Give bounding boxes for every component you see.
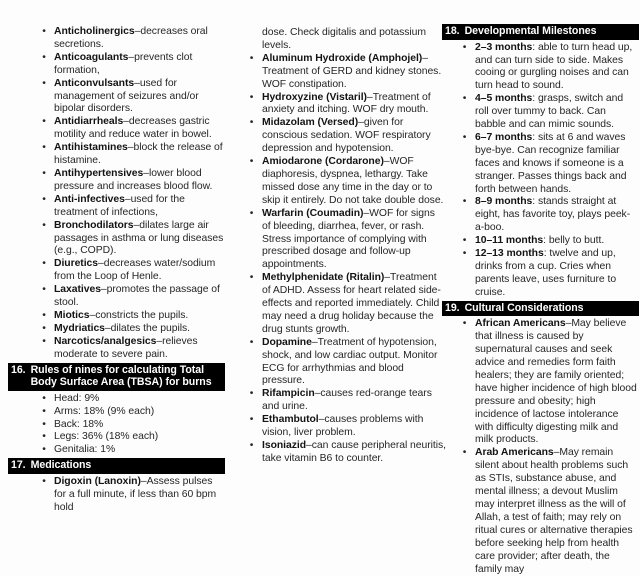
list-item bbox=[34, 194, 225, 220]
item-desc: used for management of seizures and/or bipolar disorders. bbox=[54, 77, 199, 115]
list-item bbox=[34, 168, 225, 194]
item-text bbox=[54, 26, 225, 52]
bullet-icon: • bbox=[42, 258, 46, 270]
list-item bbox=[34, 310, 225, 323]
continuation-text: dose. Check digitalis and potassium levels. bbox=[262, 27, 427, 51]
list-item bbox=[454, 248, 639, 300]
term-bold: Dopamine bbox=[262, 336, 312, 348]
term-bold: Antihistamines bbox=[54, 142, 128, 154]
bullet-icon: • bbox=[249, 414, 254, 426]
separator: – bbox=[306, 440, 312, 451]
term-bold: Laxatives bbox=[54, 284, 101, 296]
item-text bbox=[54, 220, 225, 259]
item-desc: given for conscious sedation. WOF respiratory depression and hypotension. bbox=[262, 117, 431, 155]
separator: – bbox=[134, 26, 141, 37]
term-bold: 6–7 months bbox=[475, 131, 533, 143]
item-text bbox=[262, 337, 446, 389]
bullet-list bbox=[8, 26, 225, 362]
bullet-icon: • bbox=[42, 392, 46, 404]
item-text bbox=[54, 310, 225, 323]
term-bold: Amiodarone (Cordarone) bbox=[262, 156, 384, 168]
item-desc: prevents clot formation, bbox=[54, 51, 193, 76]
list-item bbox=[241, 156, 446, 208]
list-item bbox=[34, 406, 225, 419]
section-header-18 bbox=[442, 24, 639, 40]
term-bold: Antihypertensives bbox=[54, 167, 144, 179]
bullet-icon: • bbox=[42, 475, 46, 487]
item-desc: May remain silent about health problems such as STIs, substance abuse, and mental illness; a devout Muslim may interpret illness as the will of Allah, a test of faith; may rely on ritual cures or alternative therapies before seeking help from health care provider; after death, the family may bbox=[475, 447, 633, 575]
separator: : bbox=[543, 235, 549, 247]
list-item bbox=[34, 431, 225, 444]
bullet-icon: • bbox=[249, 272, 254, 284]
bullet-icon: • bbox=[249, 207, 254, 219]
item-text bbox=[262, 53, 446, 92]
item-desc: Treatment of ADHD. Assess for heart related side-effects and reported immediately. Child may need a drug holiday because the drug stunts growth. bbox=[262, 272, 441, 335]
bullet-icon: • bbox=[462, 196, 467, 208]
term-bold: Diuretics bbox=[54, 258, 99, 270]
separator: : bbox=[532, 93, 538, 105]
list-item bbox=[241, 388, 446, 414]
item-desc: decreases oral secretions. bbox=[54, 26, 208, 50]
section-title: Medications bbox=[30, 459, 92, 472]
separator: – bbox=[358, 117, 364, 129]
list-item bbox=[34, 78, 225, 117]
term-bold: Isoniazid bbox=[262, 440, 307, 451]
term-bold: Digoxin (Lanoxin) bbox=[54, 475, 141, 487]
item-desc: relieves moderate to severe pain. bbox=[54, 335, 198, 360]
item-text bbox=[54, 116, 225, 142]
list-item bbox=[454, 132, 639, 197]
separator: – bbox=[366, 91, 373, 103]
separator: – bbox=[314, 388, 321, 400]
separator: : bbox=[532, 196, 538, 208]
item-text bbox=[475, 318, 639, 447]
separator: – bbox=[318, 414, 325, 426]
bullet-icon: • bbox=[42, 219, 46, 231]
term-bold: Methylphenidate (Ritalin) bbox=[262, 272, 385, 284]
separator: – bbox=[422, 52, 428, 64]
bullet-icon: • bbox=[42, 322, 46, 334]
bullet-icon: • bbox=[42, 26, 46, 37]
term-bold: 8–9 months bbox=[475, 196, 533, 208]
bullet-list bbox=[442, 318, 639, 576]
bullet-icon: • bbox=[249, 91, 254, 103]
bullet-icon: • bbox=[42, 444, 46, 456]
item-desc: sits at 6 and waves bye-bye. Can recognize familiar faces and knows if someone is a stranger. Passes things back and forth between hands. bbox=[475, 131, 627, 195]
separator: – bbox=[384, 272, 391, 284]
list-item bbox=[454, 93, 639, 132]
item-desc: grasps, switch and roll over tummy to back. Can babble and can mimic sounds. bbox=[475, 93, 624, 131]
item-text bbox=[54, 336, 225, 362]
bullet-icon: • bbox=[42, 116, 46, 128]
list-item bbox=[454, 196, 639, 235]
item-desc: belly to butt. bbox=[548, 235, 605, 247]
bullet-icon: • bbox=[249, 440, 254, 451]
item-desc: causes red-orange tears and urine. bbox=[262, 388, 432, 413]
list-item bbox=[34, 323, 225, 336]
item-desc: block the release of histamine. bbox=[54, 142, 223, 167]
item-text bbox=[54, 393, 225, 406]
list-item bbox=[34, 393, 225, 406]
bullet-icon: • bbox=[249, 336, 254, 348]
section-number: 18. bbox=[445, 25, 460, 37]
separator: – bbox=[89, 309, 96, 321]
item-text bbox=[54, 406, 225, 419]
item-desc: Assess pulses for a full minute, if less than 60 bpm hold bbox=[54, 475, 217, 513]
separator: – bbox=[140, 475, 147, 487]
item-text bbox=[54, 52, 225, 78]
item-text bbox=[54, 444, 225, 457]
term-bold: Anti-infectives bbox=[54, 193, 125, 205]
list-item bbox=[454, 42, 639, 94]
term-bold: 2–3 months bbox=[475, 41, 533, 53]
section-title: Cultural Considerations bbox=[464, 301, 584, 314]
separator: – bbox=[311, 336, 318, 348]
section-number: 19. bbox=[445, 301, 460, 314]
item-text bbox=[475, 248, 639, 300]
item-desc: lower blood pressure and increases blood flow. bbox=[54, 167, 213, 192]
separator: – bbox=[565, 318, 572, 330]
bullet-icon: • bbox=[42, 335, 46, 347]
item-text bbox=[54, 431, 225, 444]
bullet-icon: • bbox=[462, 131, 467, 143]
list-item bbox=[241, 272, 446, 337]
bullet-list bbox=[8, 393, 225, 458]
separator: – bbox=[104, 322, 111, 334]
item-desc: decreases gastric motility and reduce water in bowel. bbox=[54, 116, 212, 141]
section-number: 16. bbox=[11, 363, 26, 376]
item-text bbox=[262, 272, 446, 337]
term-bold: Aluminum Hydroxide (Amphojel) bbox=[262, 52, 423, 64]
item-text bbox=[54, 194, 225, 220]
item-desc: constricts the pupils. bbox=[95, 309, 189, 321]
bullet-icon: • bbox=[249, 156, 254, 168]
item-text bbox=[475, 235, 639, 248]
term-bold: Antidiarrheals bbox=[54, 116, 124, 128]
item-text bbox=[54, 476, 225, 515]
separator: : bbox=[532, 131, 538, 143]
list-item bbox=[34, 220, 225, 259]
section-number: 17. bbox=[11, 459, 26, 472]
item-text bbox=[54, 78, 225, 117]
section-header-17 bbox=[8, 458, 225, 474]
term-bold: Anticoagulants bbox=[54, 51, 129, 63]
term-bold: Narcotics/analgesics bbox=[54, 335, 157, 347]
list-item bbox=[241, 337, 446, 389]
bullet-icon: • bbox=[462, 248, 467, 260]
bullet-icon: • bbox=[42, 284, 46, 296]
item-desc: able to turn head up, and can turn side to side. Makes cooing or gurgling noises and can turn head to sound. bbox=[475, 41, 633, 92]
separator: – bbox=[133, 219, 140, 231]
term-bold: African Americans bbox=[475, 318, 566, 330]
list-item bbox=[241, 440, 446, 466]
bullet-icon: • bbox=[42, 77, 46, 89]
item-text bbox=[475, 196, 639, 235]
item-text bbox=[54, 419, 225, 432]
list-item bbox=[34, 26, 225, 52]
term-bold: Warfarin (Coumadin) bbox=[262, 207, 364, 219]
item-desc: dilates large air passages in asthma or lung diseases (e.g., COPD). bbox=[54, 219, 224, 257]
item-desc: Treatment of GERD and kidney stones. WOF constipation. bbox=[262, 65, 442, 90]
separator: – bbox=[98, 258, 104, 270]
term-bold: Bronchodilators bbox=[54, 219, 134, 231]
item-text bbox=[262, 117, 446, 156]
term-bold: Arab Americans bbox=[475, 447, 554, 459]
separator: : bbox=[532, 41, 538, 53]
separator: – bbox=[383, 156, 390, 168]
term-bold: Miotics bbox=[54, 309, 90, 321]
bullet-icon: • bbox=[42, 309, 46, 321]
item-desc: Back: 18% bbox=[54, 418, 104, 430]
item-desc: Genitalia: 1% bbox=[54, 444, 116, 456]
section-header-19 bbox=[442, 301, 639, 317]
term-bold: Ethambutol bbox=[262, 414, 319, 426]
separator: – bbox=[553, 447, 560, 459]
item-text bbox=[262, 440, 446, 466]
term-bold: Mydriatics bbox=[54, 322, 105, 334]
list-item bbox=[241, 53, 446, 92]
column-middle bbox=[232, 0, 446, 466]
separator: – bbox=[123, 116, 129, 128]
item-text bbox=[54, 168, 225, 194]
section-title: Developmental Milestones bbox=[464, 25, 597, 37]
separator: – bbox=[127, 142, 134, 154]
item-text bbox=[262, 208, 446, 273]
item-desc: Treatment of hypotension, shock, and low cardiac output. Monitor ECG for arrhythmias and blood pressure. bbox=[262, 336, 438, 387]
list-item bbox=[241, 208, 446, 273]
item-desc: dilates the pupils. bbox=[110, 322, 190, 334]
bullet-icon: • bbox=[462, 93, 467, 105]
bullet-icon: • bbox=[462, 318, 467, 330]
bullet-icon: • bbox=[42, 405, 46, 417]
item-text bbox=[54, 323, 225, 336]
list-item bbox=[454, 318, 639, 447]
item-text bbox=[54, 284, 225, 310]
item-desc: Legs: 36% (18% each) bbox=[54, 431, 159, 443]
bullet-icon: • bbox=[462, 447, 467, 459]
item-text bbox=[262, 414, 446, 440]
item-text bbox=[475, 447, 639, 576]
separator: : bbox=[543, 248, 550, 260]
list-item bbox=[454, 447, 639, 576]
list-item bbox=[34, 142, 225, 168]
separator: – bbox=[156, 335, 163, 347]
item-text bbox=[475, 93, 639, 132]
section-title: Rules of nines for calculating Total Body Surface Area (TBSA) for burns bbox=[30, 363, 212, 389]
item-desc: Head: 9% bbox=[54, 392, 100, 404]
separator: – bbox=[134, 77, 140, 89]
item-desc: twelve and up, drinks from a cup. Cries when parents leave, uses furniture to cruise. bbox=[475, 248, 617, 298]
list-item bbox=[34, 52, 225, 78]
bullet-icon: • bbox=[462, 41, 467, 53]
bullet-icon: • bbox=[462, 235, 467, 247]
item-desc: used for the treatment of infections, bbox=[54, 193, 185, 218]
item-desc: Arms: 18% (9% each) bbox=[54, 405, 155, 417]
bullet-list bbox=[8, 476, 225, 515]
item-desc: WOF for signs of bleeding, diarrhea, fever, or rash. Stress importance of complying with prescribed dosage and follow-up appointments. bbox=[262, 207, 435, 271]
bullet-icon: • bbox=[42, 142, 46, 154]
column-left bbox=[8, 0, 225, 515]
section-header-16 bbox=[8, 363, 225, 391]
item-text bbox=[262, 92, 446, 118]
item-text bbox=[54, 142, 225, 168]
bullet-icon: • bbox=[249, 52, 254, 64]
item-desc: can cause peripheral neuritis, take vitamin B6 to counter. bbox=[262, 440, 446, 464]
term-bold: 12–13 months bbox=[475, 248, 544, 260]
bullet-icon: • bbox=[42, 193, 46, 205]
bullet-list bbox=[232, 53, 446, 466]
bullet-icon: • bbox=[42, 167, 46, 179]
item-text bbox=[262, 156, 446, 208]
item-desc: stands straight at eight, has favorite toy, plays peek-a-boo. bbox=[475, 196, 631, 234]
term-bold: 10–11 months bbox=[475, 235, 544, 247]
item-text bbox=[475, 132, 639, 197]
item-text bbox=[475, 42, 639, 94]
item-desc: decreases water/sodium from the Loop of Henle. bbox=[54, 258, 216, 283]
list-item bbox=[241, 117, 446, 156]
bullet-icon: • bbox=[42, 431, 46, 443]
term-bold: Anticholinergics bbox=[54, 26, 135, 37]
separator: – bbox=[363, 207, 370, 219]
list-item bbox=[34, 336, 225, 362]
list-item bbox=[34, 419, 225, 432]
term-bold: Anticonvulsants bbox=[54, 77, 135, 89]
term-bold: Midazolam (Versed) bbox=[262, 117, 359, 129]
bullet-icon: • bbox=[249, 117, 254, 129]
list-item bbox=[34, 476, 225, 515]
item-desc: Treatment of anxiety and itching. WOF dry mouth. bbox=[262, 91, 431, 116]
item-desc: causes problems with vision, liver problem. bbox=[262, 414, 424, 439]
separator: – bbox=[128, 51, 135, 63]
item-desc: May believe that illness is caused by supernatural causes and seek advice and remedies form faith healers; they are family oriented; have higher incidence of high blood pressure and obesity; high incidence of lactose intolerance with difficulty digesting milk and milk products. bbox=[475, 318, 637, 446]
term-bold: Hydroxyzine (Vistaril) bbox=[262, 91, 367, 103]
list-item bbox=[34, 258, 225, 284]
separator: – bbox=[124, 193, 131, 205]
item-desc: promotes the passage of stool. bbox=[54, 284, 220, 309]
list-item bbox=[241, 92, 446, 118]
term-bold: Rifampicin bbox=[262, 388, 315, 400]
term-bold: 4–5 months bbox=[475, 93, 533, 105]
list-item bbox=[34, 284, 225, 310]
bullet-list bbox=[442, 42, 639, 300]
item-desc: WOF diaphoresis, dyspnea, lethargy. Take missed dose any time in the day or to skip it entirely. Do not take double dose. bbox=[262, 156, 444, 206]
separator: – bbox=[100, 284, 107, 296]
separator: – bbox=[143, 167, 149, 179]
bullet-icon: • bbox=[249, 388, 254, 400]
list-item bbox=[454, 235, 639, 248]
list-item bbox=[241, 414, 446, 440]
item-text bbox=[262, 388, 446, 414]
list-item bbox=[34, 444, 225, 457]
column-right bbox=[442, 0, 639, 576]
item-text bbox=[54, 258, 225, 284]
list-item bbox=[34, 116, 225, 142]
bullet-icon: • bbox=[42, 418, 46, 430]
bullet-icon: • bbox=[42, 51, 46, 63]
